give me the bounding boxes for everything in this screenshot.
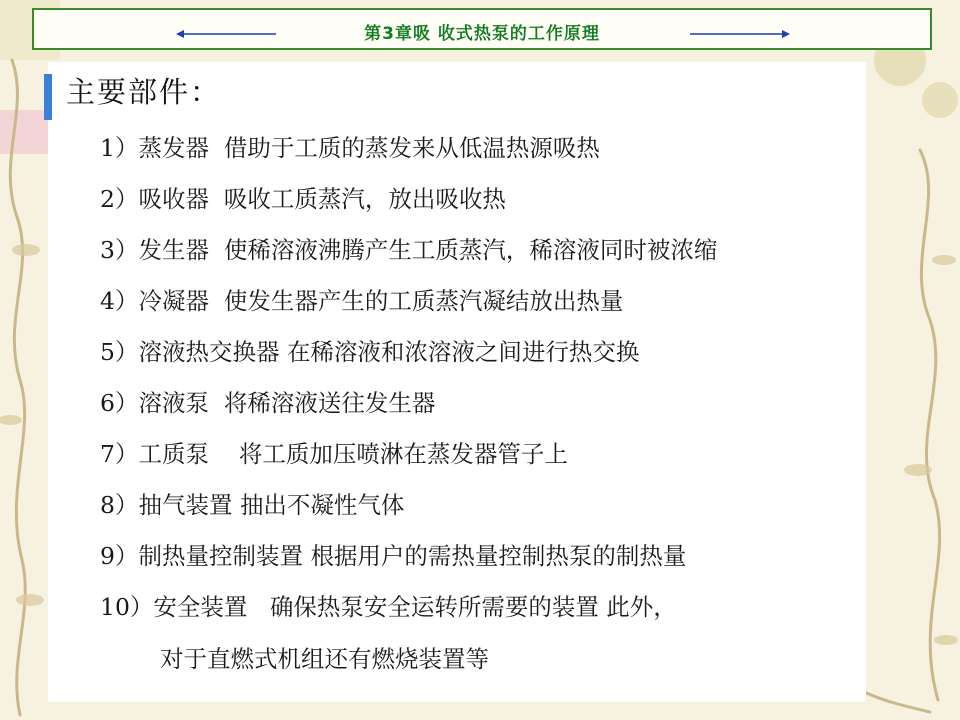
- component-name: 吸收器: [138, 185, 209, 213]
- component-description: 吸收工质蒸汽，放出吸收热: [223, 185, 506, 213]
- item-separator: [209, 185, 224, 213]
- component-description: 将工质加压喷淋在蒸发器管子上: [238, 440, 568, 468]
- component-list: [100, 128, 717, 638]
- list-continuation-text: 对于直燃式机组还有燃烧装置等: [160, 645, 489, 673]
- list-item: [100, 485, 717, 536]
- item-separator: [209, 236, 224, 264]
- item-index: 8）: [100, 491, 139, 519]
- list-item: [100, 434, 717, 485]
- component-description: 确保热泵安全运转所需要的装置 此外，: [269, 593, 677, 621]
- item-index: 6）: [100, 389, 139, 417]
- component-description: 借助于工质的蒸发来从低温热源吸热: [223, 134, 600, 162]
- component-name: 制热量控制装置: [138, 542, 303, 570]
- main-heading: 主要部件：: [66, 75, 222, 109]
- item-separator: [209, 440, 239, 468]
- component-name: 溶液泵: [138, 389, 209, 417]
- list-item: [100, 179, 717, 230]
- item-index: 2）: [100, 185, 139, 213]
- list-item: [100, 332, 717, 383]
- item-index: 5）: [100, 338, 139, 366]
- item-separator: [209, 389, 224, 417]
- component-name: 发生器: [138, 236, 209, 264]
- component-name: 安全装置: [153, 593, 248, 621]
- component-description: 抽出不凝性气体: [239, 491, 405, 519]
- item-index: 3）: [100, 236, 139, 264]
- component-description: 使发生器产生的工质蒸汽凝结放出热量: [223, 287, 624, 315]
- component-description: 在稀溶液和浓溶液之间进行热交换: [286, 338, 640, 366]
- component-name: 溶液热交换器: [138, 338, 280, 366]
- item-separator: [247, 593, 269, 621]
- list-item: [100, 383, 717, 434]
- item-separator: [209, 134, 224, 162]
- list-item: [100, 281, 717, 332]
- heading-accent-bar: [44, 74, 52, 120]
- item-separator: [209, 287, 224, 315]
- chapter-header: [32, 8, 932, 50]
- item-index: 10）: [100, 593, 154, 621]
- item-separator: [232, 491, 239, 519]
- item-index: 7）: [100, 440, 139, 468]
- component-description: 使稀溶液沸腾产生工质蒸汽，稀溶液同时被浓缩: [223, 236, 718, 264]
- component-name: 冷凝器: [138, 287, 209, 315]
- chapter-title: 第3章吸 收式热泵的工作原理: [364, 24, 600, 44]
- item-index: 1）: [100, 134, 139, 162]
- component-name: 抽气装置: [138, 491, 233, 519]
- list-item: [100, 128, 717, 179]
- right-arrow-icon: [690, 30, 790, 38]
- list-item: [100, 587, 717, 638]
- component-description: 将稀溶液送往发生器: [223, 389, 436, 417]
- list-item: [100, 230, 717, 281]
- item-index: 4）: [100, 287, 139, 315]
- list-item: [100, 536, 717, 587]
- component-name: 蒸发器: [138, 134, 209, 162]
- item-separator: [279, 338, 286, 366]
- component-name: 工质泵: [138, 440, 209, 468]
- component-description: 根据用户的需热量控制热泵的制热量: [310, 542, 687, 570]
- item-index: 9）: [100, 542, 139, 570]
